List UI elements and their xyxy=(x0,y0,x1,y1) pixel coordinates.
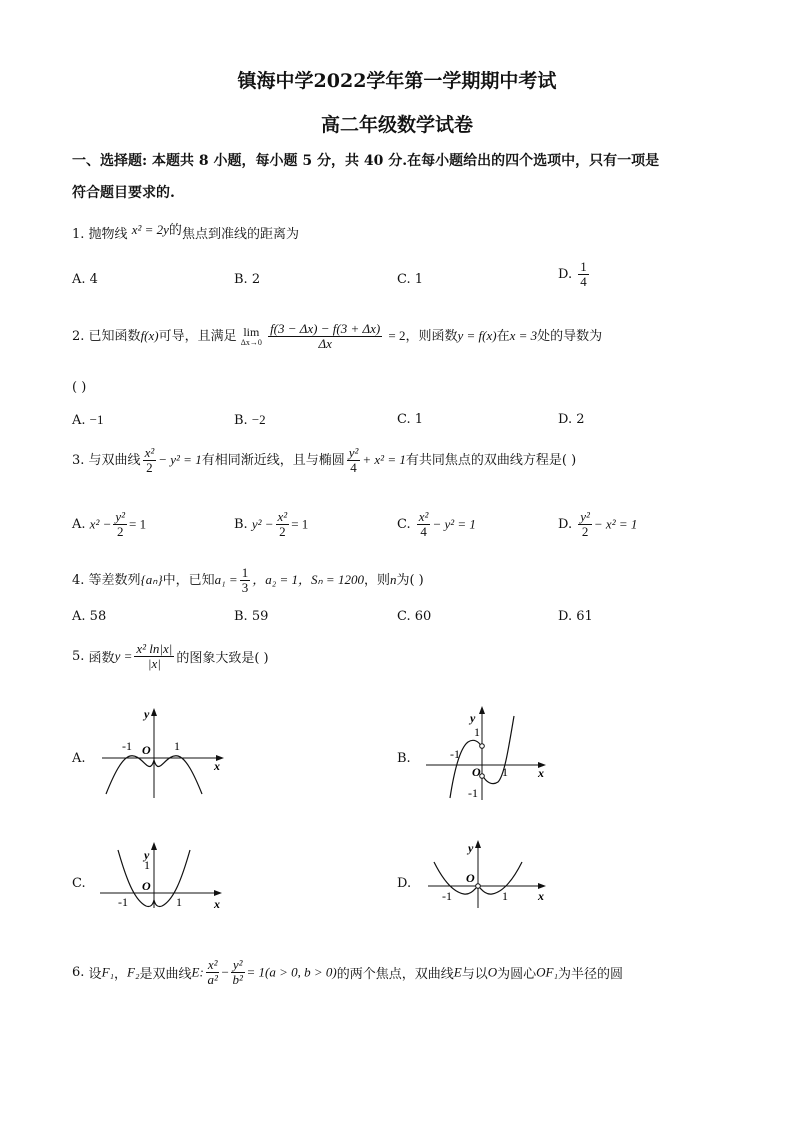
q5-option-a-key[interactable]: A. xyxy=(72,751,86,766)
q3-ellipse-rest: + x² = 1 xyxy=(362,452,406,467)
graph-c-y-label: y xyxy=(144,848,150,862)
q5-numerator: x² ln|x| xyxy=(136,641,173,656)
q5-graph-c[interactable] xyxy=(96,838,230,910)
q3-option-b[interactable] xyxy=(234,510,308,539)
q2-number: 2. xyxy=(72,329,85,344)
q3-option-b-numerator: x² xyxy=(277,509,288,524)
exam-subtitle: 高二年级数学试卷 xyxy=(320,114,473,136)
graph-b-pos-label: 1 xyxy=(502,765,508,779)
graph-b-top-label: 1 xyxy=(474,725,480,739)
section-heading-line2: 符合题目要求的. xyxy=(72,185,175,201)
q4-option-c[interactable] xyxy=(397,609,431,624)
q1-option-d-fraction xyxy=(578,260,589,289)
graph-a-neg-label: -1 xyxy=(122,739,132,753)
q4-sequence: {aₙ} xyxy=(140,572,163,587)
q1-option-a[interactable] xyxy=(72,272,98,287)
graph-c-origin: O xyxy=(142,879,151,893)
q2-option-a-key: A. xyxy=(72,413,86,428)
q1-pre: 抛物线 xyxy=(88,227,128,242)
q1-option-b-value: 2 xyxy=(251,272,261,287)
q3-hyperbola-numerator: x² xyxy=(144,445,155,460)
q2-fraction-numerator: f(3 − Δx) − f(3 + Δx) xyxy=(270,321,381,336)
graph-a-pos-label: 1 xyxy=(174,739,180,753)
q4-text1: 中，已知 xyxy=(162,573,215,588)
q3-option-d[interactable] xyxy=(558,510,637,539)
q4-pre: 等差数列 xyxy=(88,573,141,588)
q6-text4: 为圆心 xyxy=(497,967,537,982)
q1-number: 1. xyxy=(72,227,85,242)
graph-c-top-label: 1 xyxy=(144,858,150,872)
graph-b-curve-right xyxy=(483,716,514,784)
graph-c-neg-label: -1 xyxy=(118,895,128,909)
q5-post: 的图象大致是( ) xyxy=(176,651,269,666)
q4-text2: ，则 xyxy=(363,573,390,588)
graph-b-open-dot-top xyxy=(480,744,485,749)
q4-option-b-key: B. xyxy=(234,609,248,624)
q3-option-b-tail: = 1 xyxy=(291,516,309,532)
q6-minus: − xyxy=(221,964,229,980)
q6-fraction-2 xyxy=(231,958,245,987)
graph-b-y-arrow xyxy=(479,706,485,714)
question-3 xyxy=(72,446,576,475)
question-6 xyxy=(72,958,623,987)
graph-d-x-label: x xyxy=(538,889,544,903)
q3-option-d-denominator: 2 xyxy=(581,524,589,539)
q1-option-b-key: B. xyxy=(234,272,248,287)
q1-option-d[interactable] xyxy=(558,260,591,289)
q2-option-d-key: D. xyxy=(558,412,573,427)
q6-text3: 与以 xyxy=(461,967,488,982)
q6-O: O xyxy=(487,964,498,980)
graph-a-y-arrow xyxy=(151,708,157,716)
q2-text4: 处的导数为 xyxy=(537,329,603,344)
q2-fx: f(x) xyxy=(140,328,159,343)
graph-b-y-label: y xyxy=(470,711,476,725)
q5-option-b-key[interactable]: B. xyxy=(397,751,411,766)
graph-a-x-label: x xyxy=(214,759,220,773)
graph-d-open-dot xyxy=(476,884,481,889)
q4-option-d-value: 61 xyxy=(576,609,593,624)
q6-pre: 设 xyxy=(88,967,102,982)
q3-option-c-numerator: x² xyxy=(418,509,429,524)
q3-option-b-lead: y² − xyxy=(251,516,274,532)
q3-option-b-key: B. xyxy=(234,517,248,532)
q2-option-c-key: C. xyxy=(397,412,411,427)
question-5 xyxy=(72,642,269,671)
q6-text1: 是双曲线 xyxy=(139,967,192,982)
q3-hyperbola-rest: − y² = 1 xyxy=(158,452,202,467)
graph-b-origin: O xyxy=(472,765,481,779)
q5-graph-b[interactable] xyxy=(422,702,552,802)
q4-n: n xyxy=(389,572,397,587)
question-4 xyxy=(72,566,424,595)
graph-c-y-arrow xyxy=(151,842,157,850)
q3-option-a-numerator: y² xyxy=(115,509,126,524)
q4-option-d-key: D. xyxy=(558,609,573,624)
q1-option-d-key: D. xyxy=(558,267,573,282)
q4-option-a-key: A. xyxy=(72,609,86,624)
graph-a-origin: O xyxy=(142,743,151,757)
q2-option-c-value: 1 xyxy=(414,412,424,427)
q3-option-a-denominator: 2 xyxy=(116,524,124,539)
q1-option-b[interactable] xyxy=(234,272,260,287)
q4-a2: ，a₂ = 1， xyxy=(252,572,311,587)
graph-d-pos-label: 1 xyxy=(502,889,508,903)
q3-option-c-denominator: 4 xyxy=(420,524,427,539)
q5-denominator: |x| xyxy=(147,656,161,671)
q1-option-c[interactable] xyxy=(397,272,423,287)
q2-option-a[interactable] xyxy=(72,412,104,428)
q2-limit xyxy=(241,326,262,348)
q4-sn: Sₙ = 1200 xyxy=(311,572,364,587)
graph-c-x-arrow xyxy=(214,890,222,896)
q6-numerator-2: y² xyxy=(232,957,243,972)
q2-yfx: y = f(x) xyxy=(457,328,497,343)
q5-graph-d[interactable] xyxy=(424,838,554,910)
q5-option-d-key[interactable]: D. xyxy=(397,876,412,891)
q1-option-d-denominator: 4 xyxy=(580,274,587,289)
q3-ellipse-numerator: y² xyxy=(348,445,359,460)
q6-E: E: xyxy=(191,964,204,980)
q1-expression: x² = 2y xyxy=(131,222,169,237)
q5-option-c-key[interactable]: C. xyxy=(72,876,86,891)
q4-option-c-key: C. xyxy=(397,609,411,624)
q3-option-c[interactable] xyxy=(397,510,476,539)
q6-separator: ， xyxy=(114,967,128,982)
q1-post: 焦点到准线的距离为 xyxy=(181,227,299,242)
q5-number: 5. xyxy=(72,649,85,664)
q2-answer-paren: ( ) xyxy=(72,380,87,395)
q3-option-b-fraction xyxy=(276,510,290,539)
q2-fraction xyxy=(268,322,382,351)
q3-ellipse-denominator: 4 xyxy=(350,460,357,475)
q2-option-b[interactable] xyxy=(234,412,266,428)
q3-option-b-denominator: 2 xyxy=(279,524,286,539)
q5-pre: 函数 xyxy=(88,651,115,666)
q3-ellipse-fraction xyxy=(347,446,361,475)
q3-hyperbola-fraction xyxy=(143,446,157,475)
q3-option-a-lead: x² − xyxy=(89,516,112,532)
q1-option-a-value: 4 xyxy=(89,272,98,287)
q2-limit-word: lim xyxy=(243,324,260,339)
q4-a1: a₁ = xyxy=(214,572,238,587)
q1-option-c-value: 1 xyxy=(414,272,424,287)
q6-denominator-2: b² xyxy=(232,972,243,987)
q3-text2: 有共同焦点的双曲线方程是( ) xyxy=(405,453,577,468)
q4-option-b-value: 59 xyxy=(251,609,269,624)
q6-fraction-1 xyxy=(206,958,220,987)
graph-c-x-label: x xyxy=(214,897,220,910)
q2-text3: 在 xyxy=(496,329,510,344)
q2-option-a-value: −1 xyxy=(89,412,104,427)
q2-option-d-value: 2 xyxy=(576,412,585,427)
q6-OF1: OF₁ xyxy=(536,964,558,980)
q1-option-d-numerator: 1 xyxy=(580,259,587,274)
q4-text3: 为( ) xyxy=(396,573,424,588)
graph-d-y-label: y xyxy=(468,841,474,855)
q2-option-b-key: B. xyxy=(234,413,248,428)
graph-b-neg-label: -1 xyxy=(450,747,460,761)
q2-limit-sub: Δx→0 xyxy=(240,337,262,347)
q4-option-c-value: 60 xyxy=(414,609,432,624)
q6-number: 6. xyxy=(72,965,85,980)
q3-option-d-fraction xyxy=(578,510,592,539)
q2-option-b-value: −2 xyxy=(251,412,266,427)
q2-option-c[interactable] xyxy=(397,412,423,427)
q2-pre: 已知函数 xyxy=(88,329,141,344)
q1-mid: 的 xyxy=(168,223,182,238)
q6-E2: E xyxy=(453,964,462,980)
q3-option-d-tail: − x² = 1 xyxy=(593,516,638,532)
graph-d-origin: O xyxy=(466,871,475,885)
q5-graph-a[interactable] xyxy=(96,702,230,800)
q3-option-c-key: C. xyxy=(397,517,411,532)
q2-text1: 可导，且满足 xyxy=(158,329,237,344)
q3-hyperbola-denominator: 2 xyxy=(146,460,153,475)
q2-text2: ，则函数 xyxy=(405,329,458,344)
q2-fraction-denominator: Δx xyxy=(318,336,332,351)
q4-option-b[interactable] xyxy=(234,609,268,624)
graph-d-neg-label: -1 xyxy=(442,889,452,903)
q1-option-a-key: A. xyxy=(72,272,86,287)
q2-x3: x = 3 xyxy=(509,328,538,343)
q3-option-d-numerator: y² xyxy=(580,509,590,524)
q4-number: 4. xyxy=(72,573,85,588)
q3-option-a[interactable] xyxy=(72,510,146,539)
q3-option-a-fraction xyxy=(113,510,127,539)
q1-option-c-key: C. xyxy=(397,272,411,287)
q6-f1: F₁ xyxy=(101,964,115,980)
q3-option-a-key: A. xyxy=(72,517,86,532)
q4-option-a-value: 58 xyxy=(89,609,107,624)
graph-c-pos-label: 1 xyxy=(176,895,182,909)
graph-b-bottom-label: -1 xyxy=(468,786,478,800)
question-1 xyxy=(72,223,299,242)
q6-condition: = 1(a > 0, b > 0) xyxy=(246,964,337,980)
q6-numerator-1: x² xyxy=(207,957,218,972)
q3-option-c-fraction xyxy=(417,510,431,539)
graph-d-y-arrow xyxy=(475,840,481,848)
q3-option-c-tail: − y² = 1 xyxy=(432,516,476,532)
q4-a1-denominator: 3 xyxy=(241,580,249,595)
question-2 xyxy=(72,322,602,351)
exam-title: 镇海中学2022学年第一学期期中考试 xyxy=(237,70,557,92)
q6-denominator-1: a² xyxy=(207,972,218,987)
q4-a1-fraction xyxy=(240,566,251,595)
q3-number: 3. xyxy=(72,453,85,468)
q5-fraction xyxy=(134,642,174,671)
q6-text5: 为半径的圆 xyxy=(557,967,623,982)
section-heading-line1: 一、选择题: 本题共 8 小题，每小题 5 分，共 40 分.在每小题给出的四个选项中，只有一项是 xyxy=(72,153,660,169)
q2-equals: = 2 xyxy=(388,328,406,343)
q6-text2: 的两个焦点，双曲线 xyxy=(336,967,454,982)
q3-option-d-key: D. xyxy=(558,517,573,532)
q3-text1: 有相同渐近线，且与椭圆 xyxy=(201,453,345,468)
q3-option-a-tail: = 1 xyxy=(129,516,147,532)
q4-option-a[interactable] xyxy=(72,609,106,624)
graph-b-x-label: x xyxy=(538,766,544,780)
q5-y: y = xyxy=(114,648,133,664)
q4-option-d[interactable] xyxy=(558,609,593,624)
q4-a1-numerator: 1 xyxy=(241,565,249,580)
q2-option-d[interactable] xyxy=(558,412,585,427)
q6-f2: F₂ xyxy=(127,964,140,980)
graph-a-y-label: y xyxy=(144,707,150,721)
q3-pre: 与双曲线 xyxy=(88,453,141,468)
